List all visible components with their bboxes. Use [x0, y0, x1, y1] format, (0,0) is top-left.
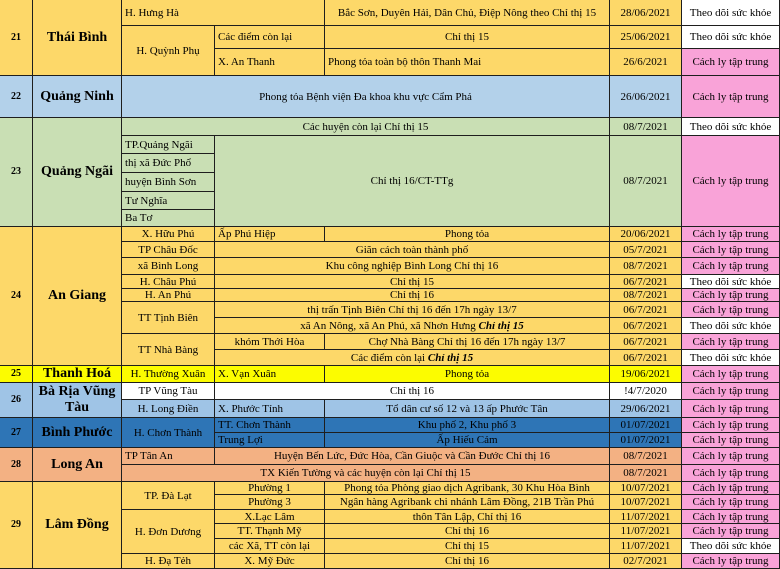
- district-cell: TT Tịnh Biên: [122, 302, 215, 334]
- area-cell: X. Phước Tỉnh: [215, 400, 325, 418]
- measure-cell: Chỉ thị 15: [325, 539, 610, 554]
- date-cell: 05/7/2021: [610, 242, 682, 258]
- district-cell: H. Long Điền: [122, 400, 215, 418]
- date-cell: 06/7/2021: [610, 302, 682, 318]
- measure-directive: Chỉ thị 15: [427, 351, 474, 364]
- date-cell: 08/7/2021: [610, 289, 682, 302]
- area-cell: X. Vạn Xuân: [215, 366, 325, 383]
- area-cell: Phường 1: [215, 482, 325, 495]
- area-cell: X.Lạc Lâm: [215, 510, 325, 524]
- date-cell: 10/07/2021: [610, 482, 682, 495]
- area-cell: X. An Thanh: [215, 49, 325, 76]
- action-cell: Theo dõi sức khỏe: [682, 275, 780, 289]
- date-cell: 25/06/2021: [610, 26, 682, 49]
- date-cell: 28/06/2021: [610, 0, 682, 26]
- area-cell: TT. Thạnh Mỹ: [215, 524, 325, 539]
- measure-cell: Phong tỏa: [325, 366, 610, 383]
- district-cell: H. An Phú: [122, 289, 215, 302]
- measure-text: xã An Nông, xã An Phú, xã Nhơn Hưng: [300, 319, 479, 332]
- measure-cell: Chỉ thị 16: [325, 524, 610, 539]
- measure-cell: Chợ Nhà Bàng Chỉ thị 16 đến 17h ngày 13/7: [325, 334, 610, 350]
- action-cell: Theo dõi sức khỏe: [682, 0, 780, 26]
- date-cell: 11/07/2021: [610, 539, 682, 554]
- measure-cell: thị trấn Tịnh Biên Chỉ thị 16 đến 17h ngày 13/7: [215, 302, 610, 318]
- province-name: An Giang: [33, 227, 122, 366]
- date-cell: !4/7/2020: [610, 383, 682, 400]
- district-cell: H. Đơn Dương: [122, 510, 215, 554]
- province-name: Thanh Hoá: [33, 366, 122, 383]
- action-cell: Cách ly tập trung: [682, 400, 780, 418]
- action-cell: Theo dõi sức khỏe: [682, 118, 780, 136]
- row-number: 27: [0, 418, 33, 448]
- action-cell: Cách ly tập trung: [682, 448, 780, 465]
- district-cell: TP Châu Đốc: [122, 242, 215, 258]
- measure-cell: Chỉ thị 15: [215, 275, 610, 289]
- measure-cell: Chỉ thị 16: [215, 383, 610, 400]
- action-cell: Cách ly tập trung: [682, 227, 780, 242]
- province-name: Quảng Ninh: [33, 76, 122, 118]
- measure-cell: [215, 350, 610, 366]
- date-cell: 02/7/2021: [610, 554, 682, 569]
- measure-cell: Khu phố 2, Khu phố 3: [325, 418, 610, 433]
- province-name: Quảng Ngãi: [33, 118, 122, 227]
- date-cell: 11/07/2021: [610, 510, 682, 524]
- province-name: Long An: [33, 448, 122, 482]
- district-cell: TP. Đà Lạt: [122, 482, 215, 510]
- row-number: 21: [0, 0, 33, 76]
- row-number: 28: [0, 448, 33, 482]
- date-cell: 10/07/2021: [610, 495, 682, 510]
- area-cell: Ấp Phú Hiệp: [215, 227, 325, 242]
- date-cell: 11/07/2021: [610, 524, 682, 539]
- date-cell: 08/7/2021: [610, 118, 682, 136]
- action-cell: Cách ly tập trung: [682, 302, 780, 318]
- area-cell: Trung Lợi: [215, 433, 325, 448]
- row-number: 25: [0, 366, 33, 383]
- date-cell: 06/7/2021: [610, 275, 682, 289]
- area-cell: các Xã, TT còn lại: [215, 539, 325, 554]
- date-cell: 01/07/2021: [610, 433, 682, 448]
- date-cell: 08/7/2021: [610, 448, 682, 465]
- action-cell: Theo dõi sức khỏe: [682, 318, 780, 334]
- action-cell: Cách ly tập trung: [682, 495, 780, 510]
- date-cell: 06/7/2021: [610, 318, 682, 334]
- measure-cell: Phong tỏa: [325, 227, 610, 242]
- row-number: 23: [0, 118, 33, 227]
- area-cell: khóm Thới Hòa: [215, 334, 325, 350]
- measure-cell: Chỉ thị 16: [215, 289, 610, 302]
- district-cell: thị xã Đức Phổ: [122, 154, 215, 173]
- district-cell: H. Châu Phú: [122, 275, 215, 289]
- action-cell: Theo dõi sức khỏe: [682, 26, 780, 49]
- district-cell: TT Nhà Bàng: [122, 334, 215, 366]
- date-cell: 06/7/2021: [610, 334, 682, 350]
- measure-cell: Tổ dân cư số 12 và 13 ấp Phước Tân: [325, 400, 610, 418]
- measure-cell: Ấp Hiếu Cảm: [325, 433, 610, 448]
- district-cell: Ba Tơ: [122, 210, 215, 227]
- measure-cell: Chỉ thị 16: [325, 554, 610, 569]
- action-cell: Cách ly tập trung: [682, 482, 780, 495]
- measure-cell: Huyện Bến Lức, Đức Hòa, Cần Giuộc và Cần Đước Chỉ thị 16: [215, 448, 610, 465]
- row-number: 24: [0, 227, 33, 366]
- measure-cell: Chỉ thị 16/CT-TTg: [215, 136, 610, 227]
- measure-cell: Ngân hàng Agribank chi nhánh Lâm Đồng, 21B Trần Phú: [325, 495, 610, 510]
- province-name: Bà Rịa Vũng Tàu: [33, 383, 122, 418]
- area-cell: Phường 3: [215, 495, 325, 510]
- district-cell: H. Thường Xuân: [122, 366, 215, 383]
- measure-cell: Phong tỏa Bệnh viện Đa khoa khu vực Cẩm Phả: [122, 76, 610, 118]
- action-cell: Cách ly tập trung: [682, 242, 780, 258]
- province-name: Thái Bình: [33, 0, 122, 76]
- district-cell: H. Hưng Hà: [122, 0, 325, 26]
- measure-cell: Bắc Sơn, Duyên Hải, Dân Chủ, Điệp Nông theo Chỉ thị 15: [325, 0, 610, 26]
- row-number: 22: [0, 76, 33, 118]
- action-cell: Cách ly tập trung: [682, 76, 780, 118]
- district-cell: xã Bình Long: [122, 258, 215, 275]
- date-cell: 08/7/2021: [610, 258, 682, 275]
- district-cell: H. Chơn Thành: [122, 418, 215, 448]
- date-cell: 20/06/2021: [610, 227, 682, 242]
- action-cell: Cách ly tập trung: [682, 524, 780, 539]
- action-cell: Cách ly tập trung: [682, 418, 780, 433]
- measure-text: Các điểm còn lại: [350, 351, 428, 364]
- measure-cell: TX Kiến Tường và các huyện còn lại Chỉ thị 15: [122, 465, 610, 482]
- action-cell: Cách ly tập trung: [682, 258, 780, 275]
- date-cell: 08/7/2021: [610, 136, 682, 227]
- district-cell: huyện Bình Sơn: [122, 173, 215, 192]
- action-cell: Cách ly tập trung: [682, 289, 780, 302]
- action-cell: Cách ly tập trung: [682, 383, 780, 400]
- action-cell: Cách ly tập trung: [682, 334, 780, 350]
- province-name: Lâm Đồng: [33, 482, 122, 569]
- area-cell: X. Mỹ Đức: [215, 554, 325, 569]
- measure-cell: Phong tỏa toàn bộ thôn Thanh Mai: [325, 49, 610, 76]
- action-cell: Theo dõi sức khỏe: [682, 350, 780, 366]
- measure-cell: thôn Tân Lập, Chỉ thị 16: [325, 510, 610, 524]
- measure-cell: Giãn cách toàn thành phố: [215, 242, 610, 258]
- district-cell: Tư Nghĩa: [122, 192, 215, 210]
- action-cell: Cách ly tập trung: [682, 49, 780, 76]
- measure-cell: Phong tỏa Phòng giao dịch Agribank, 30 Khu Hòa Bình: [325, 482, 610, 495]
- action-cell: Cách ly tập trung: [682, 510, 780, 524]
- measure-cell: Chỉ thị 15: [325, 26, 610, 49]
- district-cell: H. Đạ Tẻh: [122, 554, 215, 569]
- date-cell: 08/7/2021: [610, 465, 682, 482]
- date-cell: 26/6/2021: [610, 49, 682, 76]
- action-cell: Cách ly tập trung: [682, 433, 780, 448]
- measure-cell: Khu công nghiệp Bình Long Chỉ thị 16: [215, 258, 610, 275]
- district-cell: TP Vũng Tàu: [122, 383, 215, 400]
- row-number: 29: [0, 482, 33, 569]
- date-cell: 26/06/2021: [610, 76, 682, 118]
- district-cell: TP.Quảng Ngãi: [122, 136, 215, 154]
- action-cell: Cách ly tập trung: [682, 554, 780, 569]
- row-number: 26: [0, 383, 33, 418]
- measure-directive: Chỉ thị 15: [478, 319, 524, 332]
- action-cell: Cách ly tập trung: [682, 465, 780, 482]
- measure-cell: Các huyện còn lại Chỉ thị 15: [122, 118, 610, 136]
- date-cell: 06/7/2021: [610, 350, 682, 366]
- action-cell: Theo dõi sức khỏe: [682, 539, 780, 554]
- district-cell: TP Tân An: [122, 448, 215, 465]
- district-cell: X. Hữu Phú: [122, 227, 215, 242]
- district-cell: H. Quỳnh Phụ: [122, 26, 215, 76]
- action-cell: Cách ly tập trung: [682, 366, 780, 383]
- date-cell: 29/06/2021: [610, 400, 682, 418]
- action-cell: Cách ly tập trung: [682, 136, 780, 227]
- province-name: Bình Phước: [33, 418, 122, 448]
- area-cell: TT. Chơn Thành: [215, 418, 325, 433]
- area-cell: Các điểm còn lại: [215, 26, 325, 49]
- measure-cell: [215, 318, 610, 334]
- date-cell: 01/07/2021: [610, 418, 682, 433]
- date-cell: 19/06/2021: [610, 366, 682, 383]
